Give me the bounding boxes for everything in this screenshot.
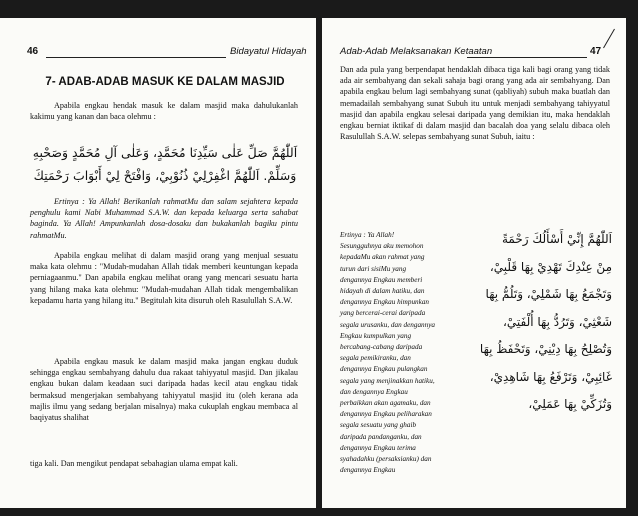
arabic-prayer-line: اَللّٰهُمَّ إِنِّيْ أَسْأَلُكَ رَحْمَةً bbox=[502, 232, 612, 246]
pen-mark bbox=[603, 29, 615, 49]
body-paragraph: Dan ada pula yang berpendapat hendaklah dibaca tiga kali bagi orang yang tidak ada air sembahyang dan sekali sahaja bagi orang yang ada air sembahyang. Dan apabila engkau belum lagi sembahyang sunat (qabliyah) subuh maka buatlah dan memadailah sembahyang sunat Subuh itu untuk menjadi sembahyang tahiyyatul masjid dan apabila engkau selesai daripada yang demikian itu, maka hendaklah engkau berniat iktikaf di dalam masjid dan bacalah doa yang selalu dibaca oleh Rasulullah S.A.W. selepas sembahyang sunat Subuh, iaitu : bbox=[340, 65, 610, 142]
intro-paragraph: Apabila engkau hendak masuk ke dalam masjid maka dahulukanlah kakimu yang kanan dan baca olehmu : bbox=[30, 101, 298, 122]
running-header: Bidayatul Hidayah bbox=[230, 46, 307, 57]
header-rule bbox=[46, 57, 226, 58]
page-number: 47 bbox=[590, 46, 602, 57]
arabic-prayer-line: وَسَلِّمْ. اَللّٰهُمَّ اغْفِرْلِيْ ذُنُوْبِيْ، وَافْتَحْ لِيْ أَبْوَابَ رَحْمَتِكَ bbox=[33, 168, 297, 183]
header-rule bbox=[467, 57, 587, 58]
page-number: 46 bbox=[27, 46, 39, 57]
arabic-prayer-line: شَعْثِيْ، وَتَرُدُّ بِهَا أُلْفَتِيْ، bbox=[503, 314, 612, 329]
arabic-prayer-line: وَتُزَكِّيْ بِهَا عَمَلِيْ، bbox=[528, 397, 612, 411]
body-paragraph: Apabila engkau melihat di dalam masjid orang yang menjual sesuatu maka kata olehmu : "Mudah-mudahan Allah tidak memberi keuntungan kepada perniagaanmu." Dan apabila engkau melihat orang yang mencari sesuatu harta yang hilang maka kata olehmu: "Mudah-mudahan Allah tidak mengembalikan kepadamu harta yang hilang itu." Begitulah kita disuruh oleh Rasulullah S.A.W. bbox=[30, 251, 298, 305]
arabic-prayer-line: غَائِبِيْ، وَتَرْفَعُ بِهَا شَاهِدِيْ، bbox=[489, 369, 612, 384]
arabic-prayer-column bbox=[442, 226, 612, 419]
chapter-title: 7- ADAB-ADAB MASUK KE DALAM MASJID bbox=[45, 76, 285, 88]
arabic-prayer-line: وَتَجْمَعُ بِهَا شَمْلِيْ، وَتَلُمُّ بِهَا bbox=[485, 287, 612, 301]
arabic-prayer-line: وَتُصْلِحُ بِهَا دِيْنِيْ، وَتَحْفَظُ بِهَا bbox=[479, 342, 612, 356]
body-paragraph: Apabila engkau masuk ke dalam masjid maka jangan engkau duduk sehingga engkau sembahyang dahulu dua rakaat tahiyyatul masjid. Dan jikalau engkau bukan dalam keadaan suci daripada hadas kecil atau engkau tidak bermaksud mengerjakan sembahyang tahiyyatul masjid itu (oleh kerana ada majlis ilmu yang sedang berjalan misalnya) maka cukuplah engkau membaca al baqiyatus shalihat bbox=[30, 357, 298, 423]
prayer-translation: Ertinya : Ya Allah! Berikanlah rahmatMu dan salam sejahtera kepada penghulu kami Nabi Muhammad S.A.W. dan kepada keluarga serta sahabat baginda. Ya Allah! Ampunkanlah dosa-dosaku dan bukakanlah bagiku pintu rahmatMu. bbox=[30, 197, 298, 240]
prayer-translation-column: Ertinya : Ya Allah! Sesungguhnya aku memohon kepadaMu akan rahmat yang turun dari sisiMu yang dengannya Engkau memberi hidayah di dalam hatiku, dan dengannya Engkau himpunkan yang bercerai-cerai daripada segala urusanku, dan dengannya Engkau kumpulkan yang bercabang-cabang daripada segala pemikiranku, dan dengannya Engkau pulangkan segala yang menjinakkan hatiku, dan dengannya Engkau perbaikkan akan agamaku, dan dengannya Engkau peliharakan segala sesuatu yang ghaib daripada pandanganku, dan dengannya Engkau terima syahadahku (persaksianku) dan dengannya Engkau bbox=[340, 231, 436, 475]
running-header: Adab-Adab Melaksanakan Ketaatan bbox=[340, 46, 493, 57]
left-page bbox=[0, 18, 316, 508]
arabic-prayer-line: مِنْ عِنْدِكَ تَهْدِيْ بِهَا قَلْبِيْ، bbox=[489, 259, 612, 274]
right-page bbox=[322, 18, 626, 508]
arabic-prayer-line: اَللّٰهُمَّ صَلِّ عَلٰى سَيِّدِنَا مُحَمَّدٍ، وَعَلٰى آلِ مُحَمَّدٍ وَصَحْبِهِ bbox=[32, 145, 298, 160]
body-paragraph: tiga kali. Dan mengikut pendapat sebahagian ulama empat kali. bbox=[30, 459, 238, 468]
